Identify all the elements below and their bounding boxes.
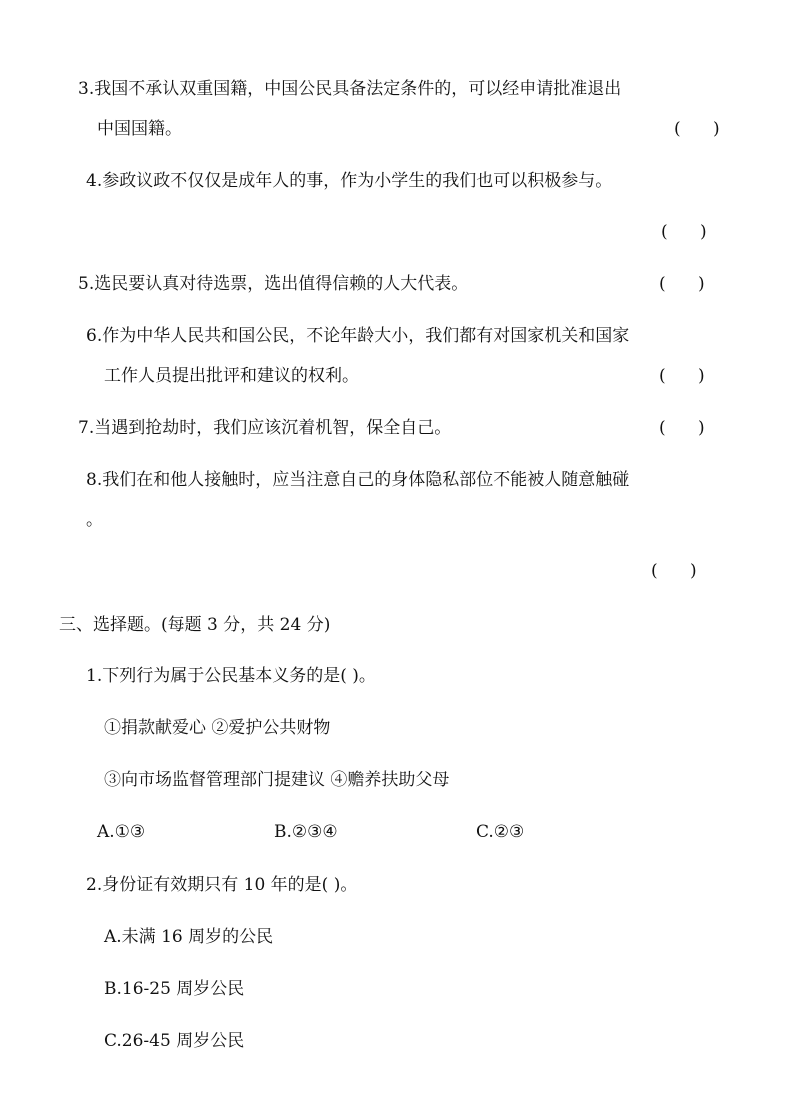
question-8-text-continued: 。	[86, 510, 103, 530]
question-3-text-continued: 中国国籍。	[97, 119, 182, 139]
question-8-text: 8.我们在和他人接触时，应当注意自己的身体隐私部位不能被人随意触碰	[86, 470, 630, 490]
question-6-text-continued: 工作人员提出批评和建议的权利。	[104, 366, 359, 386]
answer-blank-q5[interactable]: ( )	[659, 274, 705, 294]
choice-q1-items-line2: ③向市场监督管理部门提建议 ④赡养扶助父母	[104, 770, 450, 790]
choice-q1-option-c[interactable]: C.②③	[476, 822, 525, 842]
choice-q1-option-a[interactable]: A.①③	[97, 822, 146, 842]
choice-q2-stem: 2.身份证有效期只有 10 年的是( )。	[86, 875, 358, 895]
answer-blank-q3[interactable]: ( )	[674, 119, 720, 139]
choice-q1-stem: 1.下列行为属于公民基本义务的是( )。	[86, 666, 376, 686]
answer-blank-q6[interactable]: ( )	[659, 366, 705, 386]
choice-q1-option-b[interactable]: B.②③④	[274, 822, 338, 842]
choice-q2-option-b[interactable]: B.16-25 周岁公民	[104, 979, 245, 999]
question-6-text: 6.作为中华人民共和国公民，不论年龄大小，我们都有对国家机关和国家	[86, 326, 630, 346]
question-3-text: 3.我国不承认双重国籍，中国公民具备法定条件的，可以经申请批准退出	[78, 79, 622, 99]
answer-blank-q4[interactable]: ( )	[661, 222, 707, 242]
choice-q2-option-c[interactable]: C.26-45 周岁公民	[104, 1031, 245, 1051]
choice-q2-option-a[interactable]: A.未满 16 周岁的公民	[104, 927, 274, 947]
question-7-text: 7.当遇到抢劫时，我们应该沉着机智，保全自己。	[78, 418, 452, 438]
answer-blank-q7[interactable]: ( )	[659, 418, 705, 438]
answer-blank-q8[interactable]: ( )	[651, 561, 697, 581]
question-4-text: 4.参政议政不仅仅是成年人的事，作为小学生的我们也可以积极参与。	[86, 171, 613, 191]
section-title-choice: 三、选择题。(每题 3 分，共 24 分)	[59, 615, 331, 635]
choice-q1-items-line1: ①捐款献爱心 ②爱护公共财物	[104, 718, 331, 738]
question-5-text: 5.选民要认真对待选票，选出值得信赖的人大代表。	[78, 274, 469, 294]
